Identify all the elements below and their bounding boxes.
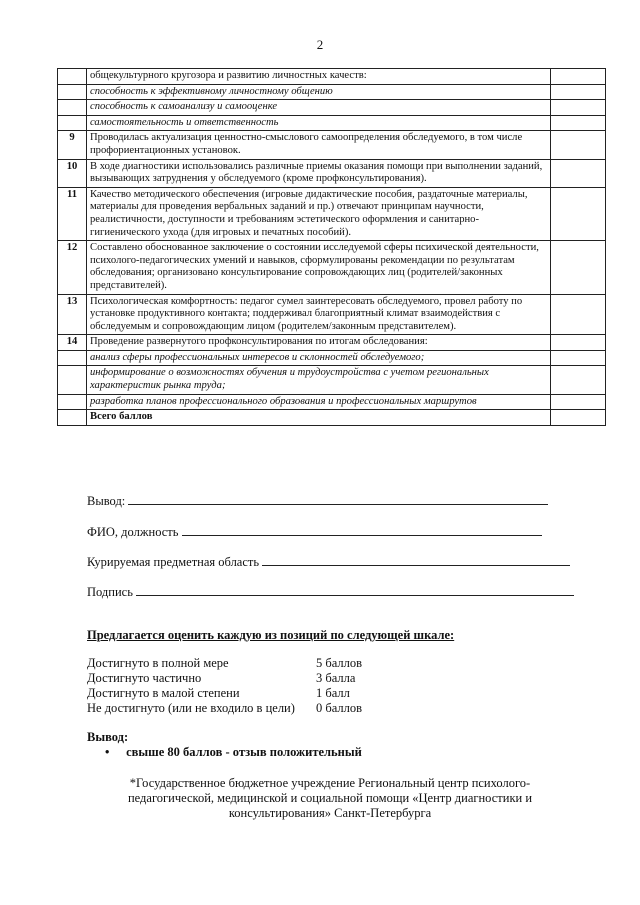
verdict-title: Вывод: — [87, 730, 129, 744]
verdict-item — [105, 745, 362, 760]
table-row — [58, 131, 606, 159]
scale-item — [87, 701, 362, 716]
row-number: 10 — [58, 159, 87, 187]
conclusion-field — [87, 492, 548, 509]
score-cell[interactable] — [551, 294, 606, 335]
table-row — [58, 69, 606, 85]
scale-points: 0 баллов — [316, 701, 363, 715]
score-cell[interactable] — [551, 131, 606, 159]
table-row — [58, 335, 606, 351]
name-position-line[interactable] — [182, 523, 542, 536]
row-number — [58, 350, 87, 366]
row-number: 9 — [58, 131, 87, 159]
score-cell[interactable] — [551, 350, 606, 366]
score-cell[interactable] — [551, 84, 606, 100]
criterion-text: анализ сферы профессиональных интересов и склонностей обследуемого; — [87, 350, 551, 366]
row-number: 14 — [58, 335, 87, 351]
score-cell[interactable] — [551, 159, 606, 187]
subject-area-label: Курируемая предметная область — [87, 555, 260, 569]
table-row — [58, 294, 606, 335]
table-row — [58, 366, 606, 394]
row-number — [58, 115, 87, 131]
signature-field — [87, 583, 574, 600]
score-cell[interactable] — [551, 335, 606, 351]
subject-area-field — [87, 553, 570, 570]
scale-points: 3 балла — [316, 671, 356, 685]
row-number — [58, 410, 87, 426]
table-row — [58, 84, 606, 100]
scale-points: 1 балл — [316, 686, 350, 700]
criterion-text: разработка планов профессионального образования и профессиональных маршрутов — [87, 394, 551, 410]
table-row — [58, 394, 606, 410]
row-number: 13 — [58, 294, 87, 335]
criterion-text: общекультурного кругозора и развитию личностных качеств: — [87, 69, 551, 85]
row-number — [58, 100, 87, 116]
scale-label: Достигнуто в малой степени — [87, 686, 240, 700]
table-row — [58, 100, 606, 116]
bullet-icon: • — [105, 745, 110, 759]
conclusion-line[interactable] — [128, 492, 548, 505]
score-cell[interactable] — [551, 366, 606, 394]
criterion-text: Всего баллов — [87, 410, 551, 426]
table-row — [58, 115, 606, 131]
score-cell[interactable] — [551, 69, 606, 85]
table-row — [58, 350, 606, 366]
scale-item — [87, 671, 362, 686]
row-number: 11 — [58, 187, 87, 240]
scale-label: Достигнуто частично — [87, 671, 202, 685]
criterion-text: Психологическая комфортность: педагог сумел заинтересовать обследуемого, провел работу по установке продуктивного контакта; поддерживал благоприятный климат взаимодействия с обследуемым и сопровождающим лицом (родителем/законным представителем). — [87, 294, 551, 335]
scale-label: Достигнуто в полной мере — [87, 656, 229, 670]
scale-label: Не достигнуто (или не входило в цели) — [87, 701, 295, 715]
scale-item — [87, 656, 362, 671]
criterion-text: способность к эффективному личностному общению — [87, 84, 551, 100]
score-cell[interactable] — [551, 241, 606, 294]
verdict-text: свыше 80 баллов - отзыв положительный — [126, 745, 362, 759]
subject-area-line[interactable] — [262, 553, 570, 566]
page-number: 2 — [316, 37, 324, 52]
scale-item — [87, 686, 362, 701]
row-number — [58, 84, 87, 100]
table-row — [58, 241, 606, 294]
table-row — [58, 159, 606, 187]
score-cell[interactable] — [551, 394, 606, 410]
criterion-text: самостоятельность и ответственность — [87, 115, 551, 131]
row-number — [58, 69, 87, 85]
signature-line[interactable] — [136, 583, 574, 596]
score-cell[interactable] — [551, 187, 606, 240]
criterion-text: Проводилась актуализация ценностно-смыслового самоопределения обследуемого, в том числе профориентационных установок. — [87, 131, 551, 159]
criterion-text: Проведение развернутого профконсультирования по итогам обследования: — [87, 335, 551, 351]
row-number — [58, 366, 87, 394]
row-number: 12 — [58, 241, 87, 294]
scale-list — [87, 656, 362, 716]
name-position-field — [87, 523, 542, 540]
criterion-text: информирование о возможностях обучения и трудоустройства с учетом региональных характеристик рынка труда; — [87, 366, 551, 394]
score-cell[interactable] — [551, 410, 606, 426]
signature-label: Подпись — [87, 585, 133, 599]
table-row — [58, 187, 606, 240]
criterion-text: Составлено обоснованное заключение о состоянии исследуемой сферы психической деятельности, психолого-педагогических умений и навыков, сформулированы рекомендации по результатам обследования; организовано консультирование сопровождающих лиц (родителей/законных представителей). — [87, 241, 551, 294]
footnote: *Государственное бюджетное учреждение Региональный центр психолого-педагогической, медицинской и социальной помощи «Центр диагностики и консультирования» Санкт-Петербурга — [127, 776, 533, 820]
scale-points: 5 баллов — [316, 656, 363, 670]
criterion-text: В ходе диагностики использовались различные приемы оказания помощи при выполнении заданий, вызывающих затруднения у обследуемого (кроме профконсультирования). — [87, 159, 551, 187]
name-position-label: ФИО, должность — [87, 525, 179, 539]
criterion-text: Качество методического обеспечения (игровые дидактические пособия, раздаточные материалы, материалы для проведения вербальных заданий и пр.) отвечают принципам научности, реалистичности, доступности и требованиям эстетического оформления и санитарно-гигиенического ухода (для игровых и печатных пособий). — [87, 187, 551, 240]
conclusion-label: Вывод: — [87, 494, 126, 508]
table-row — [58, 410, 606, 426]
score-cell[interactable] — [551, 115, 606, 131]
row-number — [58, 394, 87, 410]
score-cell[interactable] — [551, 100, 606, 116]
criterion-text: способность к самоанализу и самооценке — [87, 100, 551, 116]
evaluation-table — [57, 68, 606, 426]
scale-title: Предлагается оценить каждую из позиций по следующей шкале: — [87, 628, 455, 642]
